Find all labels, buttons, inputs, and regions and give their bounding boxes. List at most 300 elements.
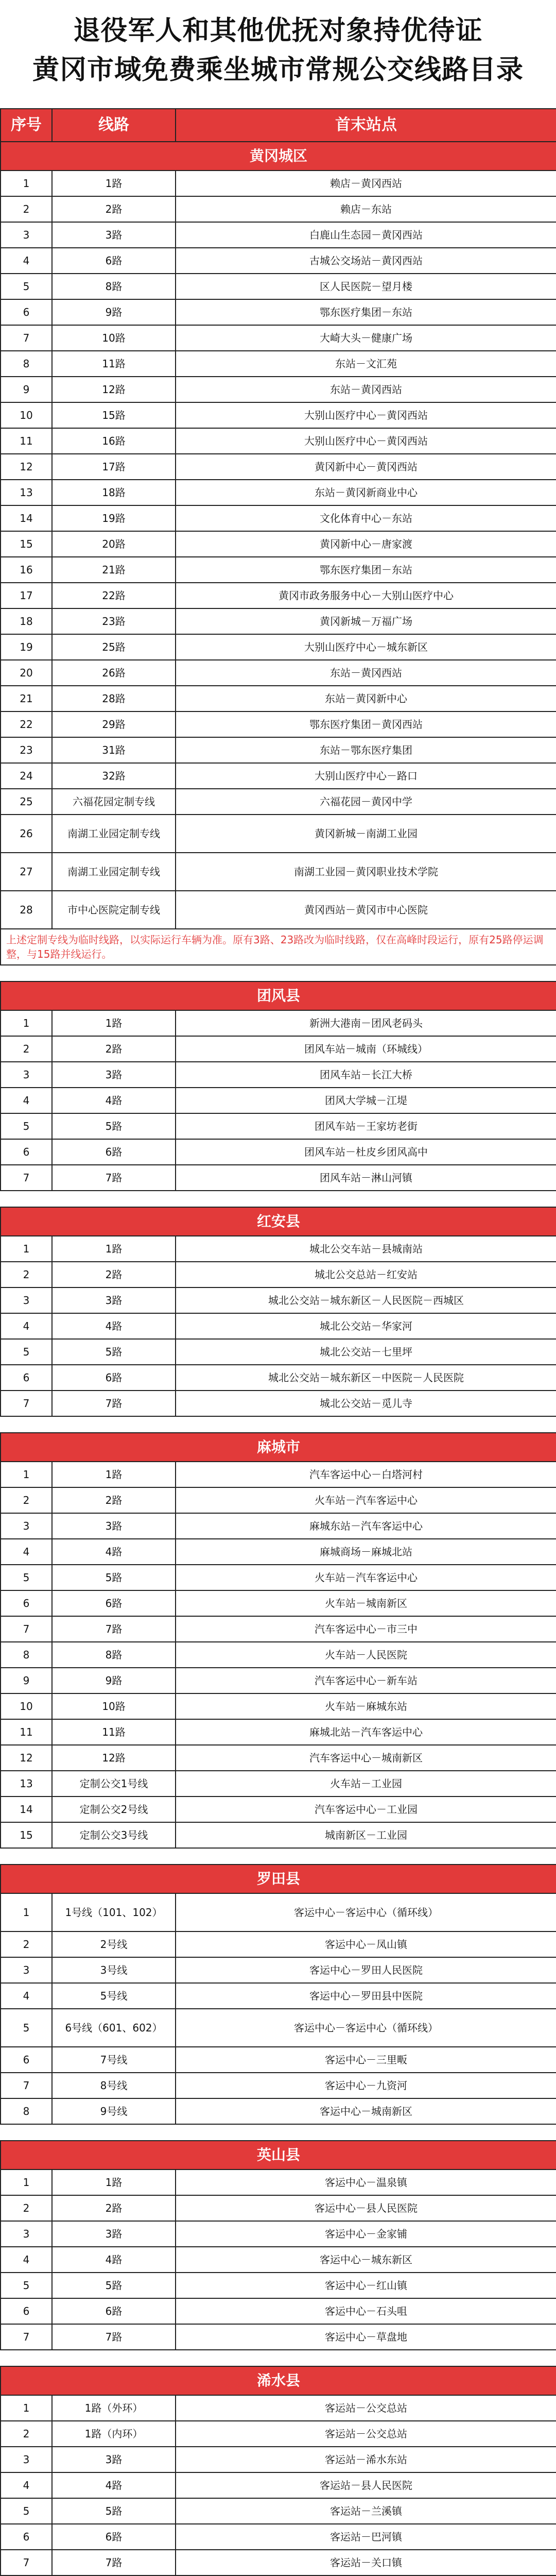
cell-no: 1 [1, 1462, 52, 1487]
cell-stops: 赖店－东站 [176, 196, 556, 222]
cell-no: 5 [1, 1113, 52, 1139]
section-title: 黄冈城区 [1, 142, 556, 171]
cell-route: 6路 [52, 1365, 176, 1391]
cell-stops: 客运中心－红山镇 [176, 2273, 556, 2298]
cell-no: 2 [1, 1262, 52, 1287]
cell-stops: 火车站－工业园 [176, 1771, 556, 1797]
cell-no: 6 [1, 2298, 52, 2324]
cell-stops: 东站－文汇苑 [176, 351, 556, 377]
cell-stops: 东站－黄冈新商业中心 [176, 480, 556, 505]
section-title: 团风县 [1, 981, 556, 1010]
cell-no: 17 [1, 583, 52, 608]
table-row [1, 711, 556, 737]
cell-stops: 大别山医疗中心－黄冈西站 [176, 428, 556, 454]
table-row [1, 428, 556, 454]
cell-stops: 火车站－人民医院 [176, 1642, 556, 1668]
table-row [1, 2472, 556, 2498]
cell-route: 4路 [52, 1088, 176, 1113]
cell-no: 27 [1, 853, 52, 891]
cell-stops: 客运中心－罗田县中医院 [176, 1983, 556, 2009]
table-row [1, 557, 556, 583]
cell-no: 2 [1, 1036, 52, 1062]
table-row [1, 1590, 556, 1616]
cell-no: 11 [1, 1719, 52, 1745]
table-row [1, 1797, 556, 1822]
cell-stops: 城北公交总站－红安站 [176, 1262, 556, 1287]
cell-no: 15 [1, 531, 52, 557]
section-header-row [1, 1207, 556, 1236]
page-title-line2: 黄冈市域免费乘坐城市常规公交线路目录 [32, 54, 524, 86]
cell-no: 14 [1, 1797, 52, 1822]
cell-route: 7路 [52, 2550, 176, 2575]
table-row [1, 1113, 556, 1139]
cell-route: 19路 [52, 505, 176, 531]
cell-route: 1路 [52, 1236, 176, 1262]
cell-route: 5号线 [52, 1983, 176, 2009]
cell-no: 13 [1, 480, 52, 505]
cell-no: 7 [1, 1391, 52, 1416]
cell-stops: 南湖工业园－黄冈职业技术学院 [176, 853, 556, 891]
cell-stops: 团风车站－杜皮乡团风高中 [176, 1139, 556, 1165]
cell-no: 3 [1, 1957, 52, 1983]
section-gap-cell [1, 1848, 556, 1865]
cell-stops: 客运站－公交总站 [176, 2421, 556, 2447]
cell-stops: 团风大学城－江堤 [176, 1088, 556, 1113]
cell-route: 4路 [52, 1539, 176, 1565]
cell-route: 3路 [52, 2447, 176, 2472]
cell-route: 10路 [52, 325, 176, 351]
cell-stops: 客运中心－九资河 [176, 2073, 556, 2098]
cell-route: 26路 [52, 660, 176, 686]
cell-stops: 火车站－城南新区 [176, 1590, 556, 1616]
cell-no: 5 [1, 2273, 52, 2298]
cell-route: 8路 [52, 274, 176, 299]
cell-stops: 鄂东医疗集团－黄冈西站 [176, 711, 556, 737]
cell-no: 26 [1, 815, 52, 853]
cell-route: 8号线 [52, 2073, 176, 2098]
cell-no: 1 [1, 171, 52, 196]
cell-no: 4 [1, 1088, 52, 1113]
section-title: 浠水县 [1, 2366, 556, 2395]
table-row [1, 583, 556, 608]
cell-stops: 区人民医院－望月楼 [176, 274, 556, 299]
cell-no: 8 [1, 1642, 52, 1668]
cell-route: 3路 [52, 1287, 176, 1313]
section-header-row [1, 1433, 556, 1462]
table-header-row [1, 109, 556, 142]
cell-no: 19 [1, 634, 52, 660]
cell-route: 25路 [52, 634, 176, 660]
cell-route: 23路 [52, 608, 176, 634]
cell-stops: 客运站－县人民医院 [176, 2472, 556, 2498]
cell-no: 7 [1, 1165, 52, 1191]
table-row [1, 1616, 556, 1642]
cell-stops: 赖店－黄冈西站 [176, 171, 556, 196]
cell-route: 11路 [52, 1719, 176, 1745]
cell-route: 9路 [52, 1668, 176, 1693]
cell-stops: 客运中心－温泉镇 [176, 2170, 556, 2195]
cell-route: 32路 [52, 763, 176, 789]
cell-route: 2路 [52, 1262, 176, 1287]
cell-stops: 六福花园－黄冈中学 [176, 789, 556, 815]
table-row [1, 531, 556, 557]
cell-no: 5 [1, 274, 52, 299]
cell-no: 15 [1, 1822, 52, 1848]
cell-no: 5 [1, 2498, 52, 2524]
cell-stops: 火车站－汽车客运中心 [176, 1565, 556, 1590]
cell-route: 1路 [52, 2170, 176, 2195]
cell-stops: 麻城商场－麻城北站 [176, 1539, 556, 1565]
cell-route: 1路（外环） [52, 2395, 176, 2421]
cell-stops: 团风车站－长江大桥 [176, 1062, 556, 1088]
cell-route: 市中心医院定制专线 [52, 891, 176, 929]
cell-stops: 客运中心－三里畈 [176, 2047, 556, 2073]
cell-no: 3 [1, 1062, 52, 1088]
section-note: 上述定制专线为临时线路，以实际运行车辆为准。原有3路、23路改为临时线路，仅在高峰时段运行，原有25路停运调整，与15路并线运行。 [1, 929, 556, 965]
cell-route: 5路 [52, 2498, 176, 2524]
cell-no: 2 [1, 2195, 52, 2221]
cell-stops: 汽车客运中心－白塔河村 [176, 1462, 556, 1487]
section-gap [1, 1848, 556, 1865]
cell-no: 5 [1, 1565, 52, 1590]
table-row [1, 1339, 556, 1365]
table-row [1, 2524, 556, 2550]
table-row [1, 1036, 556, 1062]
table-row [1, 196, 556, 222]
table-row [1, 853, 556, 891]
table-row [1, 1693, 556, 1719]
cell-stops: 大别山医疗中心－路口 [176, 763, 556, 789]
cell-no: 3 [1, 1287, 52, 1313]
table-row [1, 1462, 556, 1487]
table-row [1, 1983, 556, 2009]
cell-stops: 鄂东医疗集团－东站 [176, 299, 556, 325]
table-row [1, 325, 556, 351]
cell-no: 3 [1, 1513, 52, 1539]
cell-stops: 客运中心－城东新区 [176, 2247, 556, 2273]
cell-route: 10路 [52, 1693, 176, 1719]
cell-route: 6号线（601、602） [52, 2009, 176, 2047]
section-title: 红安县 [1, 1207, 556, 1236]
table-row [1, 608, 556, 634]
cell-stops: 鄂东医疗集团－东站 [176, 557, 556, 583]
section-gap-cell [1, 2124, 556, 2141]
cell-route: 22路 [52, 583, 176, 608]
section-gap [1, 1191, 556, 1207]
cell-route: 31路 [52, 737, 176, 763]
table-row [1, 2170, 556, 2195]
cell-route: 12路 [52, 377, 176, 402]
cell-route: 2号线 [52, 1931, 176, 1957]
cell-stops: 团风车站－淋山河镇 [176, 1165, 556, 1191]
cell-no: 7 [1, 325, 52, 351]
cell-stops: 黄冈新中心－唐家渡 [176, 531, 556, 557]
cell-route: 6路 [52, 2298, 176, 2324]
cell-route: 29路 [52, 711, 176, 737]
table-row [1, 1139, 556, 1165]
cell-stops: 城北公交站－城东新区－人民医院－西城区 [176, 1287, 556, 1313]
cell-route: 2路 [52, 2195, 176, 2221]
cell-stops: 客运中心－草盘地 [176, 2324, 556, 2350]
cell-stops: 客运中心－金家铺 [176, 2221, 556, 2247]
table-row [1, 1642, 556, 1668]
table-row [1, 480, 556, 505]
cell-no: 5 [1, 1339, 52, 1365]
cell-route: 5路 [52, 2273, 176, 2298]
section-title: 麻城市 [1, 1433, 556, 1462]
cell-no: 6 [1, 1590, 52, 1616]
cell-route: 7路 [52, 1391, 176, 1416]
table-row [1, 891, 556, 929]
cell-stops: 客运中心－石头咀 [176, 2298, 556, 2324]
cell-stops: 古城公交场站－黄冈西站 [176, 248, 556, 274]
cell-route: 3路 [52, 1513, 176, 1539]
header-route: 线路 [52, 109, 176, 142]
cell-stops: 客运站－兰溪镇 [176, 2498, 556, 2524]
cell-no: 2 [1, 196, 52, 222]
cell-no: 7 [1, 2550, 52, 2575]
cell-stops: 城北公交车站－县城南站 [176, 1236, 556, 1262]
cell-route: 5路 [52, 1339, 176, 1365]
table-row [1, 402, 556, 428]
table-row [1, 1771, 556, 1797]
cell-stops: 城南新区－工业园 [176, 1822, 556, 1848]
cell-no: 6 [1, 1139, 52, 1165]
cell-stops: 客运站－巴河镇 [176, 2524, 556, 2550]
section-title: 罗田县 [1, 1865, 556, 1893]
section-gap [1, 2124, 556, 2141]
cell-route: 17路 [52, 454, 176, 480]
cell-stops: 汽车客运中心－工业园 [176, 1797, 556, 1822]
cell-route: 南湖工业园定制专线 [52, 853, 176, 891]
table-row [1, 171, 556, 196]
cell-stops: 城北公交站－城东新区－中医院－人民医院 [176, 1365, 556, 1391]
cell-route: 15路 [52, 402, 176, 428]
cell-no: 4 [1, 1539, 52, 1565]
cell-route: 11路 [52, 351, 176, 377]
cell-no: 10 [1, 402, 52, 428]
table-row [1, 1513, 556, 1539]
cell-no: 14 [1, 505, 52, 531]
cell-no: 7 [1, 2073, 52, 2098]
cell-stops: 东站－黄冈新中心 [176, 686, 556, 711]
table-row [1, 1822, 556, 1848]
cell-stops: 黄冈新中心－黄冈西站 [176, 454, 556, 480]
cell-stops: 新洲大港南－团风老码头 [176, 1010, 556, 1036]
cell-stops: 大别山医疗中心－城东新区 [176, 634, 556, 660]
section-header-row [1, 2141, 556, 2170]
cell-stops: 团风车站－城南（环城线） [176, 1036, 556, 1062]
cell-route: 4路 [52, 1313, 176, 1339]
table-row [1, 2195, 556, 2221]
cell-stops: 黄冈新城－万福广场 [176, 608, 556, 634]
cell-stops: 黄冈新城－南湖工业园 [176, 815, 556, 853]
table-row [1, 686, 556, 711]
cell-no: 22 [1, 711, 52, 737]
page-title-line1: 退役军人和其他优抚对象持优待证 [73, 15, 483, 46]
table-row [1, 1287, 556, 1313]
table-row [1, 1088, 556, 1113]
cell-route: 2路 [52, 1036, 176, 1062]
cell-no: 2 [1, 2421, 52, 2447]
section-gap-cell [1, 1191, 556, 1207]
table-row [1, 274, 556, 299]
cell-stops: 东站－黄冈西站 [176, 660, 556, 686]
cell-no: 4 [1, 248, 52, 274]
table-row [1, 2447, 556, 2472]
table-row [1, 1487, 556, 1513]
table-row [1, 1262, 556, 1287]
table-row [1, 222, 556, 248]
table-row [1, 2298, 556, 2324]
table-row [1, 2073, 556, 2098]
table-row [1, 1313, 556, 1339]
cell-no: 28 [1, 891, 52, 929]
header-stops: 首末站点 [176, 109, 556, 142]
cell-stops: 文化体育中心－东站 [176, 505, 556, 531]
table-row [1, 660, 556, 686]
cell-route: 1路 [52, 171, 176, 196]
cell-no: 23 [1, 737, 52, 763]
cell-no: 4 [1, 1983, 52, 2009]
section-gap-cell [1, 1416, 556, 1433]
cell-stops: 麻城北站－汽车客运中心 [176, 1719, 556, 1745]
table-row [1, 505, 556, 531]
cell-no: 4 [1, 2247, 52, 2273]
cell-route: 2路 [52, 196, 176, 222]
table-row [1, 1893, 556, 1931]
cell-no: 5 [1, 2009, 52, 2047]
cell-stops: 白鹿山生态园－黄冈西站 [176, 222, 556, 248]
cell-no: 3 [1, 2221, 52, 2247]
cell-no: 4 [1, 2472, 52, 2498]
table-row [1, 1236, 556, 1262]
cell-route: 定制公交1号线 [52, 1771, 176, 1797]
cell-route: 6路 [52, 1139, 176, 1165]
cell-stops: 汽车客运中心－市三中 [176, 1616, 556, 1642]
table-row [1, 2550, 556, 2575]
table-row [1, 299, 556, 325]
cell-route: 1路 [52, 1462, 176, 1487]
table-row [1, 1365, 556, 1391]
cell-route: 7路 [52, 1616, 176, 1642]
cell-stops: 大崎大头－健康广场 [176, 325, 556, 351]
cell-route: 1路（内环） [52, 2421, 176, 2447]
cell-route: 7路 [52, 1165, 176, 1191]
cell-route: 18路 [52, 480, 176, 505]
cell-no: 12 [1, 1745, 52, 1771]
cell-no: 1 [1, 1236, 52, 1262]
cell-route: 21路 [52, 557, 176, 583]
cell-stops: 客运中心－客运中心（循环线） [176, 2009, 556, 2047]
cell-route: 9号线 [52, 2098, 176, 2124]
routes-table [0, 108, 556, 2576]
cell-route: 5路 [52, 1113, 176, 1139]
table-row [1, 763, 556, 789]
cell-route: 20路 [52, 531, 176, 557]
cell-stops: 客运中心－城南新区 [176, 2098, 556, 2124]
cell-no: 3 [1, 222, 52, 248]
table-row [1, 1391, 556, 1416]
table-row [1, 2047, 556, 2073]
cell-no: 24 [1, 763, 52, 789]
table-row [1, 1931, 556, 1957]
section-title: 英山县 [1, 2141, 556, 2170]
section-gap [1, 965, 556, 981]
cell-no: 25 [1, 789, 52, 815]
cell-stops: 客运站－关口镇 [176, 2550, 556, 2575]
cell-route: 2路 [52, 1487, 176, 1513]
table-row [1, 248, 556, 274]
table-row [1, 1062, 556, 1088]
cell-no: 18 [1, 608, 52, 634]
cell-route: 5路 [52, 1565, 176, 1590]
cell-route: 1号线（101、102） [52, 1893, 176, 1931]
cell-route: 六福花园定制专线 [52, 789, 176, 815]
cell-stops: 团风车站－王家坊老街 [176, 1113, 556, 1139]
cell-route: 1路 [52, 1010, 176, 1036]
header-no: 序号 [1, 109, 52, 142]
cell-route: 4路 [52, 2472, 176, 2498]
section-note-row [1, 929, 556, 965]
cell-no: 6 [1, 2524, 52, 2550]
cell-stops: 客运站－公交总站 [176, 2395, 556, 2421]
cell-stops: 客运中心－罗田人民医院 [176, 1957, 556, 1983]
cell-no: 1 [1, 2170, 52, 2195]
cell-stops: 客运中心－客运中心（循环线） [176, 1893, 556, 1931]
cell-no: 10 [1, 1693, 52, 1719]
cell-stops: 城北公交站－华家河 [176, 1313, 556, 1339]
cell-stops: 火车站－麻城东站 [176, 1693, 556, 1719]
cell-stops: 大别山医疗中心－黄冈西站 [176, 402, 556, 428]
cell-stops: 东站－黄冈西站 [176, 377, 556, 402]
table-row [1, 1957, 556, 1983]
cell-stops: 黄冈西站－黄冈市中心医院 [176, 891, 556, 929]
table-row [1, 2273, 556, 2298]
section-header-row [1, 142, 556, 171]
table-row [1, 2498, 556, 2524]
cell-no: 13 [1, 1771, 52, 1797]
cell-route: 9路 [52, 299, 176, 325]
table-row [1, 2009, 556, 2047]
cell-route: 4路 [52, 2247, 176, 2273]
cell-route: 28路 [52, 686, 176, 711]
cell-route: 6路 [52, 2524, 176, 2550]
table-row [1, 2098, 556, 2124]
cell-stops: 客运中心－凤山镇 [176, 1931, 556, 1957]
cell-no: 9 [1, 1668, 52, 1693]
table-row [1, 815, 556, 853]
table-row [1, 351, 556, 377]
table-row [1, 1010, 556, 1036]
table-row [1, 1719, 556, 1745]
cell-no: 8 [1, 351, 52, 377]
cell-no: 1 [1, 1893, 52, 1931]
cell-no: 9 [1, 377, 52, 402]
cell-route: 16路 [52, 428, 176, 454]
cell-no: 3 [1, 2447, 52, 2472]
cell-no: 6 [1, 299, 52, 325]
table-row [1, 1565, 556, 1590]
cell-stops: 火车站－汽车客运中心 [176, 1487, 556, 1513]
table-row [1, 789, 556, 815]
section-header-row [1, 1865, 556, 1893]
cell-no: 21 [1, 686, 52, 711]
cell-route: 定制公交3号线 [52, 1822, 176, 1848]
cell-route: 定制公交2号线 [52, 1797, 176, 1822]
table-row [1, 1539, 556, 1565]
section-header-row [1, 981, 556, 1010]
